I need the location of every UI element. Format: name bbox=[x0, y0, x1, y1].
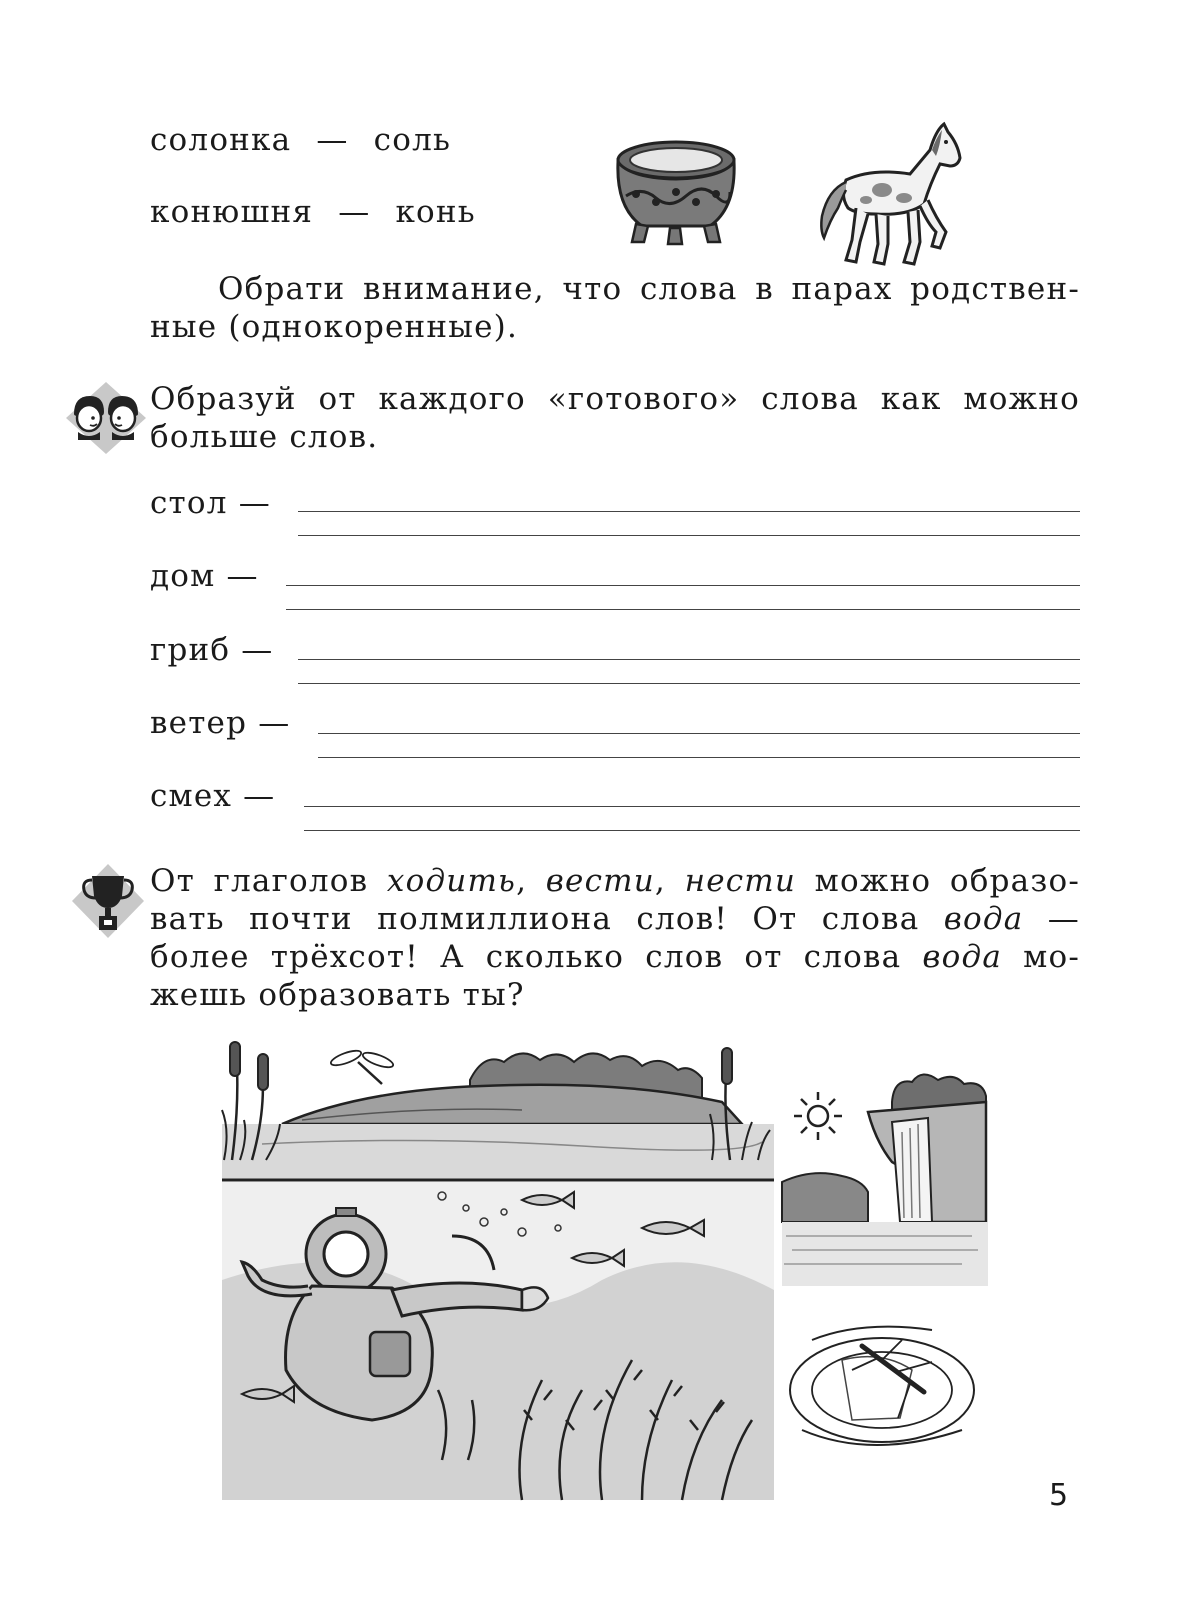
page-number: 5 bbox=[1049, 1478, 1069, 1513]
writing-line[interactable] bbox=[286, 585, 1080, 586]
note-line-1: Обрати внимание, что слова в парах родствен- bbox=[218, 271, 1080, 307]
verb-nesti: нести bbox=[684, 863, 797, 899]
text: — bbox=[1023, 901, 1080, 937]
text: более трёхсот! А сколько слов от слова bbox=[150, 939, 923, 975]
writing-line[interactable] bbox=[318, 733, 1080, 734]
text: , bbox=[516, 863, 546, 899]
water-strider-illustration bbox=[782, 1300, 988, 1480]
verb-vesti: вести bbox=[545, 863, 655, 899]
pair-root: конь bbox=[395, 194, 476, 230]
word-voda: вода bbox=[943, 901, 1024, 937]
row-label-stol: стол — bbox=[150, 485, 271, 521]
task2-paragraph bbox=[150, 862, 1080, 1014]
pair-word: конюшня bbox=[150, 194, 314, 230]
row-label-grib: гриб — bbox=[150, 632, 274, 668]
text: вать почти полмиллиона слов! От слова bbox=[150, 901, 944, 937]
waterfall-illustration bbox=[782, 1072, 988, 1286]
task2-line-2 bbox=[150, 900, 1080, 938]
trophy-icon bbox=[70, 862, 146, 940]
row-label-dom: дом — bbox=[150, 558, 259, 594]
row-label-smekh: смех — bbox=[150, 778, 276, 814]
pair-word: солонка bbox=[150, 122, 292, 158]
text: , bbox=[654, 863, 685, 899]
text: От глаголов bbox=[150, 863, 387, 899]
horse-illustration bbox=[812, 120, 962, 270]
two-children-icon bbox=[64, 380, 148, 456]
task1-paragraph bbox=[150, 380, 1080, 456]
text: мо- bbox=[1002, 939, 1080, 975]
writing-line[interactable] bbox=[298, 683, 1080, 684]
writing-line[interactable] bbox=[298, 659, 1080, 660]
note-line-2: ные (однокоренные). bbox=[150, 309, 519, 345]
task1-line-2: больше слов. bbox=[150, 419, 379, 455]
text: можно образо- bbox=[796, 863, 1080, 899]
verb-khodit: ходить bbox=[386, 863, 517, 899]
pair-solonka bbox=[150, 121, 451, 159]
task2-line-3 bbox=[150, 938, 1080, 976]
note-paragraph bbox=[150, 270, 1080, 346]
row-label-veter: ветер — bbox=[150, 705, 291, 741]
task2-line-4: жешь образовать ты? bbox=[150, 977, 525, 1013]
writing-line[interactable] bbox=[286, 609, 1080, 610]
pair-konyushnya bbox=[150, 193, 476, 231]
task1-line-1: Образуй от каждого «готового» слова как можно bbox=[150, 381, 1080, 417]
pair-dash: — bbox=[338, 194, 371, 230]
pair-dash: — bbox=[316, 122, 349, 158]
writing-line[interactable] bbox=[318, 757, 1080, 758]
writing-line[interactable] bbox=[304, 830, 1080, 831]
writing-line[interactable] bbox=[298, 511, 1080, 512]
task2-line-1 bbox=[150, 862, 1080, 900]
word-voda: вода bbox=[922, 939, 1003, 975]
writing-line[interactable] bbox=[298, 535, 1080, 536]
salt-cellar-illustration bbox=[612, 138, 740, 250]
pair-root: соль bbox=[373, 122, 452, 158]
river-diver-illustration bbox=[222, 1040, 774, 1500]
writing-line[interactable] bbox=[304, 806, 1080, 807]
